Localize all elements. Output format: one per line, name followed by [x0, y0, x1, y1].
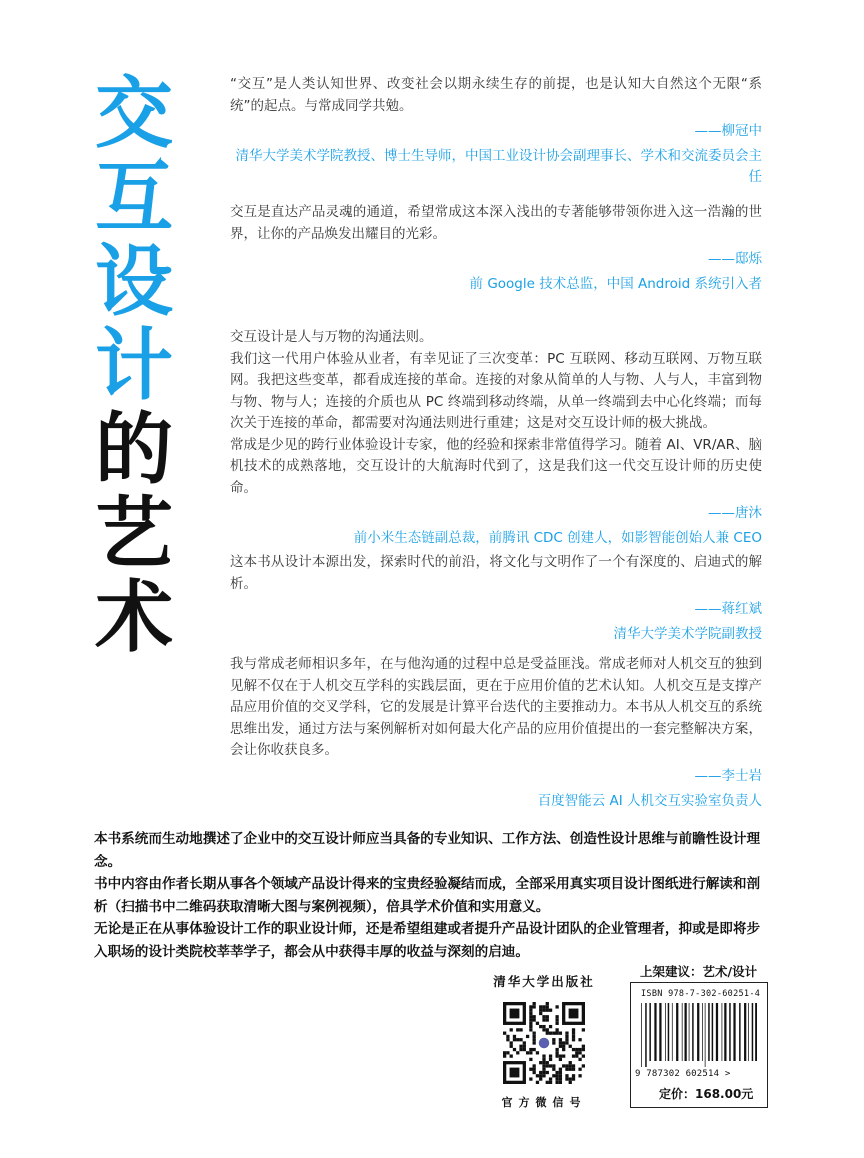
endorsement-text: “交互”是人类认知世界、改变社会以期永续生存的前提，也是认知大自然这个无限“系统”的起点。与常成同学共勉。 — [230, 76, 762, 114]
endorsement-title: 前小米生态链副总裁，前腾讯 CDC 创建人，如影智能创始人兼 CEO — [353, 530, 762, 546]
publisher-name: 清华大学出版社 — [493, 974, 595, 989]
title-char: 交 — [94, 69, 173, 159]
price: 定价：168.00元 — [659, 1087, 754, 1101]
endorsement-1 — [230, 74, 762, 188]
title-char: 互 — [94, 153, 173, 243]
endorsement-author: ——李士岩 — [694, 767, 762, 784]
endorsement-2 — [230, 202, 762, 295]
title-char: 术 — [94, 573, 173, 663]
endorsement-text: 交互设计是人与万物的沟通法则。 我们这一代用户体验从业者，有幸见证了三次变革：PC 互联网、移动互联网、万物互联网。我把这些变革，都看成连接的革命。连接的对象从简单的人与物、人与人，丰富到物与物、物与人；连接的介质也从 PC 终端到移动终端，从单一终端到去中心化终端；而每次关于连接的革命，都需要对沟通法则进行重建；这是对交互设计师的极大挑战。 常成是少见的跨行业体验设计专家，他的经验和探索非常值得学习。随着 AI、VR/AR、脑机技术的成熟落地，交互设计的大航海时代到了，这是我们这一代交互设计师的历史使命。 — [230, 329, 762, 496]
endorsement-5 — [230, 654, 762, 812]
endorsement-author: ——唐沐 — [708, 505, 762, 521]
endorsement-text: 交互是直达产品灵魂的通道，希望常成这本深入浅出的专著能够带领你进入这一浩瀚的世界，让你的产品焕发出耀目的光彩。 — [230, 204, 762, 242]
endorsement-text: 这本书从设计本源出发，探索时代的前沿，将文化与文明作了一个有深度的、启迪式的解析。 — [230, 554, 762, 592]
endorsement-text: 我与常成老师相识多年，在与他沟通的过程中总是受益匪浅。常成老师对人机交互的独到见解不仅在于人机交互学科的实践层面，更在于应用价值的艺术认知。人机交互是支撑产品应用价值的交叉学科，它的发展是计算平台迭代的主要推动力。本书从人机交互的系统思维出发，通过方法与案例解析对如何最大化产品的应用价值提出的一套完整解决方案，会让你收获良多。 — [230, 656, 762, 758]
title-char: 的 — [94, 405, 173, 495]
qr-code-icon[interactable] — [503, 1002, 585, 1084]
book-summary — [94, 828, 770, 963]
endorsement-title: 清华大学美术学院教授、博士生导师，中国工业设计协会副理事长、学术和交流委员会主任 — [235, 148, 762, 185]
endorsement-title: 清华大学美术学院副教授 — [613, 626, 762, 642]
title-char: 设 — [94, 237, 173, 327]
endorsement-3 — [230, 327, 762, 549]
title-char: 艺 — [94, 489, 173, 579]
barcode-digits: 9 787302 602514 > — [635, 1069, 731, 1079]
isbn-number: ISBN 978-7-302-60251-4 — [641, 989, 761, 999]
barcode-icon — [641, 1003, 757, 1067]
endorsement-title: 百度智能云 AI 人机交互实验室负责人 — [537, 792, 762, 809]
endorsement-author: ——蒋红斌 — [694, 601, 762, 617]
isbn-barcode-box — [630, 982, 768, 1108]
endorsement-4 — [230, 552, 762, 645]
summary-paragraph: 书中内容由作者长期从事各个领域产品设计得来的宝贵经验凝结而成，全部采用真实项目设计图纸进行解读和剖析（扫描书中二维码获取清晰大图与案例视频），倍具学术价值和实用意义。 — [94, 876, 761, 915]
title-char: 计 — [94, 321, 173, 411]
endorsement-author: ——邸烁 — [708, 251, 762, 267]
publisher-block — [492, 972, 596, 1110]
book-title — [84, 69, 184, 663]
publisher-wechat-caption: 官方微信号 — [501, 1096, 587, 1109]
endorsement-author: ——柳冠中 — [694, 123, 762, 139]
summary-paragraph: 无论是正在从事体验设计工作的职业设计师，还是希望组建或者提升产品设计团队的企业管理者，抑或是即将步入职场的设计类院校莘莘学子，都会从中获得丰厚的收益与深刻的启迪。 — [94, 921, 761, 960]
shelf-suggestion: 上架建议：艺术/设计 — [640, 964, 758, 979]
summary-paragraph: 本书系统而生动地撰述了企业中的交互设计师应当具备的专业知识、工作方法、创造性设计思维与前瞻性设计理念。 — [94, 831, 761, 870]
endorsement-title: 前 Google 技术总监，中国 Android 系统引入者 — [469, 276, 762, 292]
